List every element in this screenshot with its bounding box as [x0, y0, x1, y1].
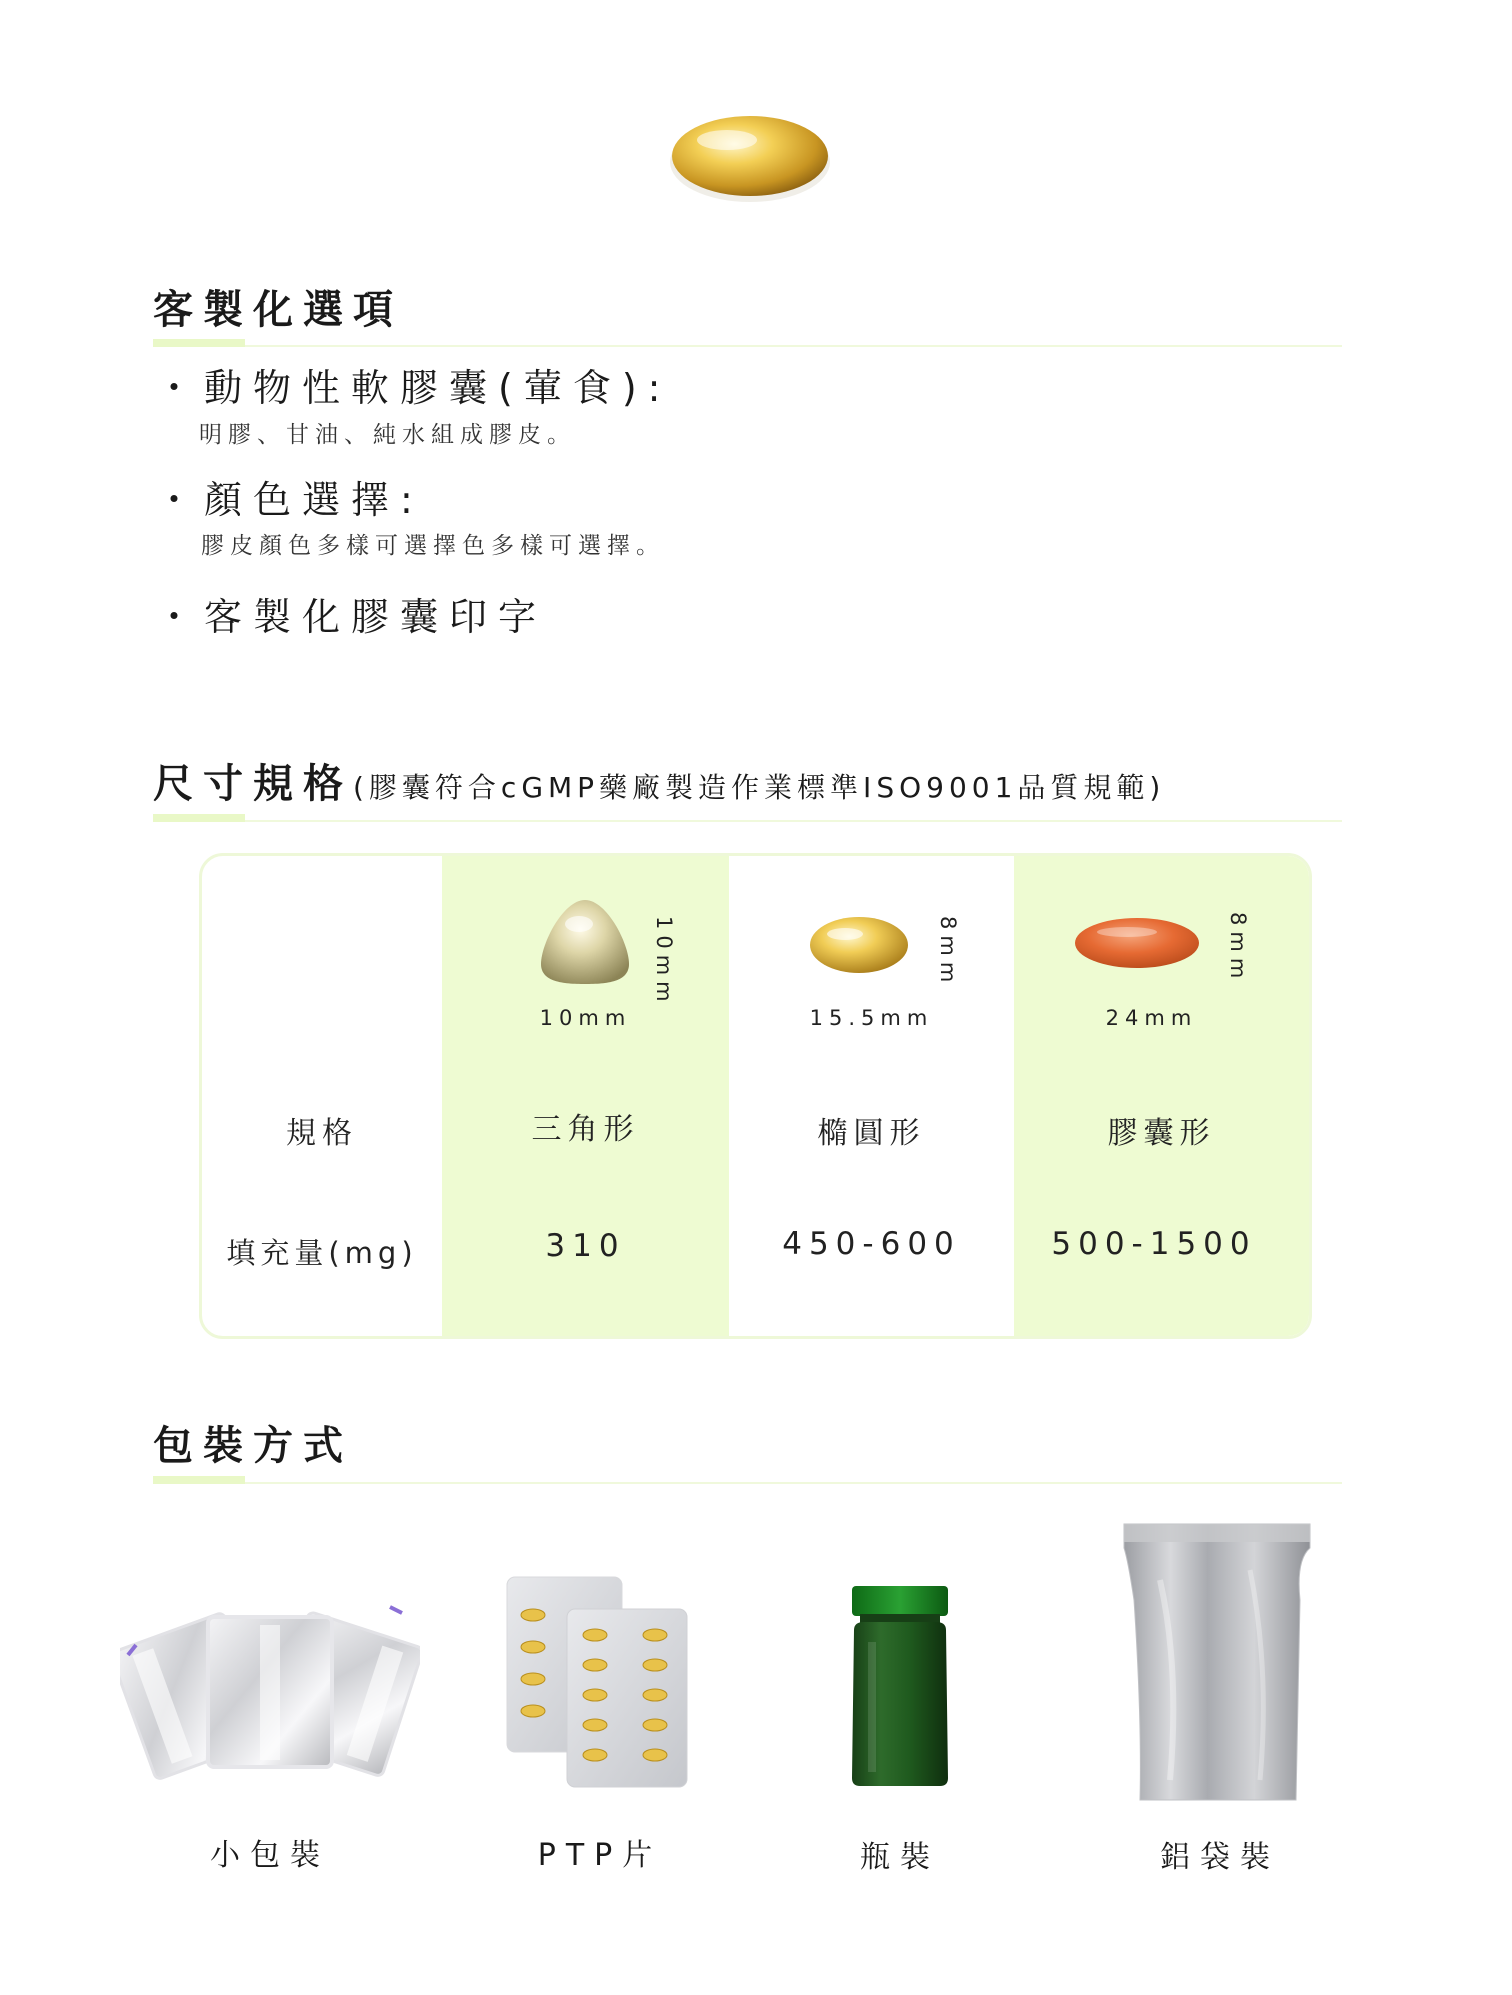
bullet-dot: ・ — [155, 366, 205, 410]
height-label: 10mm — [652, 916, 676, 1008]
spec-title-divider — [245, 820, 1342, 822]
fill-value: 310 — [545, 1228, 626, 1264]
custom-item-2 — [155, 469, 424, 524]
custom-item-1 — [155, 357, 671, 412]
custom-item-title: 客製化膠囊印字 — [204, 595, 548, 639]
spec-section-title: 尺寸規格 — [153, 761, 353, 807]
bullet-dot: ・ — [155, 478, 205, 522]
softgel-hero-image — [665, 110, 835, 205]
shape-value: 膠囊形 — [1107, 1116, 1216, 1151]
package-label: PTP片 — [537, 1838, 663, 1873]
row-label-fill: 填充量(mg) — [226, 1236, 418, 1270]
spec-title-row — [153, 752, 1165, 809]
foil-bag-image — [1120, 1520, 1315, 1805]
package-label: 瓶裝 — [860, 1840, 940, 1875]
packaging-section-title: 包裝方式 — [153, 1423, 353, 1469]
width-label: 10mm — [539, 1006, 632, 1030]
ptp-blister-image — [505, 1575, 690, 1790]
row-label-shape: 規格 — [286, 1116, 358, 1151]
packaging-title-divider — [245, 1482, 1342, 1484]
custom-item-title: 顏色選擇: — [204, 478, 424, 522]
package-label: 小包裝 — [210, 1838, 330, 1873]
sachet-pack-image — [120, 1595, 420, 1795]
spec-title-accent — [153, 814, 245, 822]
width-label: 15.5mm — [809, 1006, 934, 1030]
shape-value: 橢圓形 — [817, 1116, 926, 1151]
custom-item-3 — [155, 586, 547, 641]
bullet-dot: ・ — [155, 595, 205, 639]
capsule-softgel-icon — [1072, 914, 1202, 972]
custom-section-title: 客製化選項 — [153, 287, 403, 333]
custom-item-desc: 膠皮顏色多樣可選擇色多樣可選擇。 — [201, 533, 665, 559]
bottle-image — [840, 1582, 960, 1792]
fill-value: 450-600 — [782, 1226, 961, 1262]
width-label: 24mm — [1105, 1006, 1198, 1030]
packaging-title-accent — [153, 1476, 245, 1484]
package-label: 鋁袋裝 — [1160, 1840, 1280, 1875]
custom-title-accent — [153, 339, 245, 347]
fill-value: 500-1500 — [1051, 1226, 1257, 1262]
custom-item-desc: 明膠、甘油、純水組成膠皮。 — [199, 422, 576, 448]
shape-value: 三角形 — [531, 1112, 640, 1147]
height-label: 8mm — [1226, 912, 1250, 985]
spec-section-subtitle: (膠囊符合cGMP藥廠製造作業標準ISO9001品質規範) — [353, 771, 1166, 804]
height-label: 8mm — [936, 916, 960, 989]
oval-softgel-icon — [807, 914, 911, 976]
spec-table — [199, 853, 1312, 1339]
custom-title-divider — [245, 345, 1342, 347]
triangle-softgel-icon — [537, 896, 633, 986]
custom-item-title: 動物性軟膠囊(葷食): — [204, 366, 672, 410]
